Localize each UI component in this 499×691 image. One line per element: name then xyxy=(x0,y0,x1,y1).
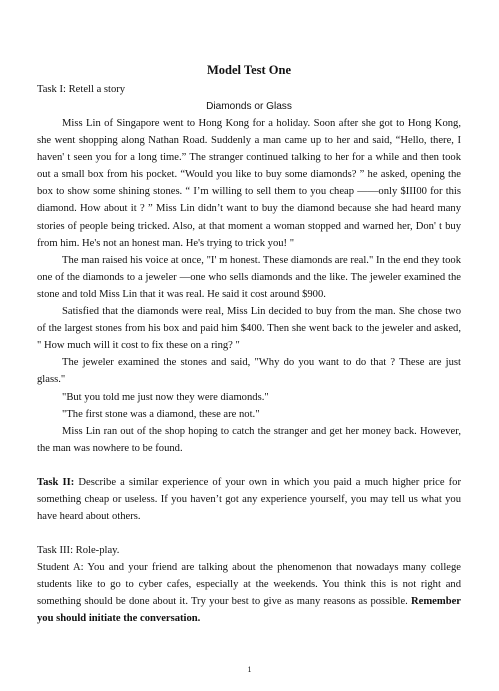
story-paragraph: "The first stone was a diamond, these are not." xyxy=(62,408,260,420)
story-paragraph: Miss Lin ran out of the shop hoping to catch the stranger and get her money back. However, the man was nowhere to be found. xyxy=(37,425,461,454)
story-paragraph: Miss Lin of Singapore went to Hong Kong for a holiday. Soon after she got to Hong Kong, she went shopping along Nathan Road. Suddenly a man came up to her and said, “Hello, there, I haven' t seen you for a long time.” The stranger continued talking to her for a while and then took out a small box from his pocket. “Would you like to buy some diamonds? ” he asked, opening the box to show some shining stones. “ I’m willing to sell them to you cheap ——only $III00 for this diamond. How about it ? ” Miss Lin didn’t want to buy the diamond because she had heard many stories of people being tricked. Also, at that moment a woman stopped and warned her, Don' t buy from him. He's not an honest man. He's trying to trick you! " xyxy=(37,118,461,249)
task3-text: Student A: You and your friend are talking about the phenomenon that nowadays many college students like to go to cyber cafes, especially at the weekends. You think this is not right and something should be done about it. Try your best to give as many reasons as possible. xyxy=(37,562,461,608)
page-content xyxy=(37,62,461,628)
page-number: 1 xyxy=(247,665,252,674)
page-title: Model Test One xyxy=(206,63,292,77)
task2-text: Describe a similar experience of your own in which you paid a much higher price for something cheap or useless. If you haven’t got any experience yourself, you may tell us what you have heard about others. xyxy=(37,476,462,523)
story-paragraph: The jeweler examined the stones and said, "Why do you want to do that ? These are just glass." xyxy=(37,357,461,386)
story-paragraph: The man raised his voice at once, "I' m honest. These diamonds are real." In the end they took one of the diamonds to a jeweler —one who sells diamonds and the like. The jeweler examined the stone and told Miss Lin that it was real. He said it cost around $900. xyxy=(37,254,461,300)
task3-heading: Task III: Role-play. xyxy=(37,545,120,557)
story-paragraph: Satisfied that the diamonds were real, Miss Lin decided to buy from the man. She chose two of the largest stones from his box and paid him $400. Then she went back to the jeweler and asked, " How much will it cost to fix these on a ring? " xyxy=(37,306,461,352)
task3-emphasis: Remember you should initiate the conversation. xyxy=(37,596,461,625)
story-paragraph: "But you told me just now they were diamonds." xyxy=(62,391,269,403)
story-title: Diamonds or Glass xyxy=(206,101,292,112)
task2-block xyxy=(37,474,461,525)
task1-heading: Task I: Retell a story xyxy=(37,84,126,95)
task3-block xyxy=(37,559,461,627)
task2-label: Task II: xyxy=(37,476,75,488)
section-spacer xyxy=(37,525,461,542)
section-spacer xyxy=(37,457,461,474)
